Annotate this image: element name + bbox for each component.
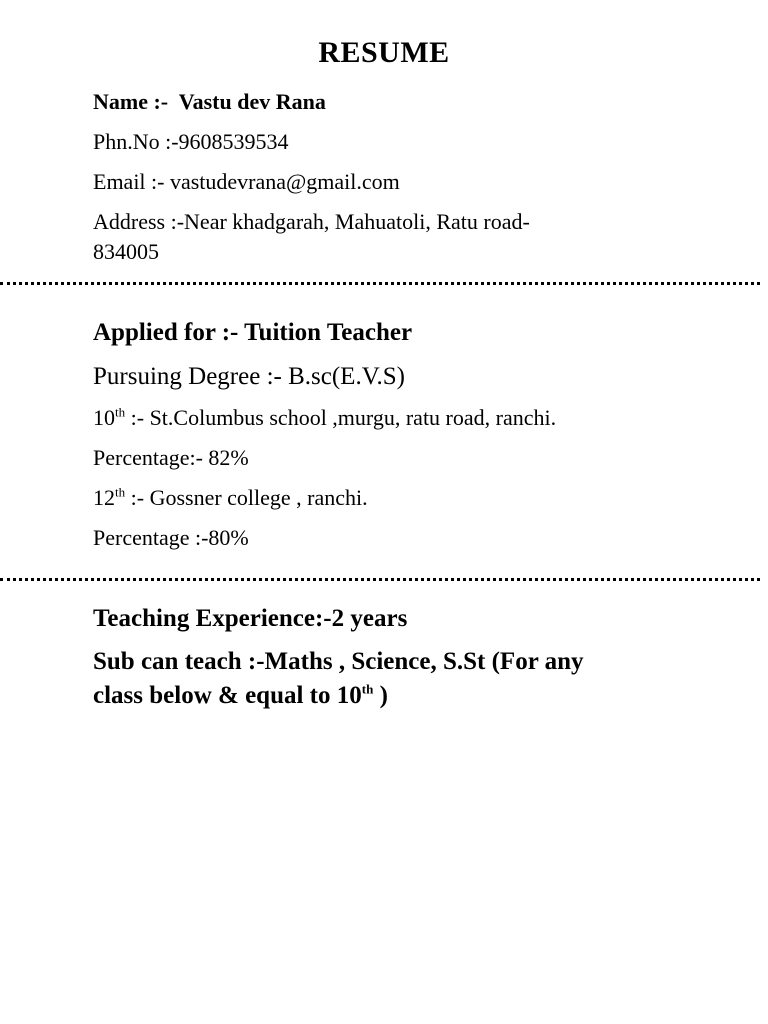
tenth-line	[93, 405, 733, 431]
name-value: Vastu dev Rana	[178, 89, 326, 114]
resume-title: RESUME	[318, 36, 450, 69]
name-line	[93, 89, 733, 115]
subjects-line-2-end: )	[373, 682, 388, 709]
applied-for-line: Applied for :- Tuition Teacher	[93, 319, 413, 346]
subjects-superscript: th	[361, 681, 374, 697]
twelfth-superscript: th	[115, 484, 126, 500]
section-divider	[0, 578, 760, 581]
subjects-line-2-text: class below & equal to 10	[93, 682, 362, 709]
twelfth-percentage: Percentage :-80%	[93, 525, 249, 550]
teaching-experience-line: Teaching Experience:-2 years	[93, 605, 408, 632]
section-divider	[0, 282, 760, 285]
email-line: Email :- vastudevrana@gmail.com	[93, 169, 400, 194]
degree-line: Pursuing Degree :- B.sc(E.V.S)	[93, 363, 405, 390]
twelfth-line	[93, 485, 733, 511]
tenth-superscript: th	[115, 404, 126, 420]
twelfth-number: 12	[93, 485, 115, 510]
phone-line: Phn.No :-9608539534	[93, 129, 289, 154]
address-line-1: Address :-Near khadgarah, Mahuatoli, Ratu road-	[93, 209, 530, 234]
tenth-school: :- St.Columbus school ,murgu, ratu road, ranchi.	[125, 405, 557, 430]
name-label: Name :-	[93, 89, 169, 114]
tenth-number: 10	[93, 405, 115, 430]
twelfth-college: :- Gossner college , ranchi.	[125, 485, 368, 510]
subjects-line-2	[93, 681, 733, 711]
address-line-2: 834005	[93, 239, 159, 264]
tenth-percentage: Percentage:- 82%	[93, 445, 249, 470]
subjects-line-1: Sub can teach :-Maths , Science, S.St (For any	[93, 648, 584, 675]
